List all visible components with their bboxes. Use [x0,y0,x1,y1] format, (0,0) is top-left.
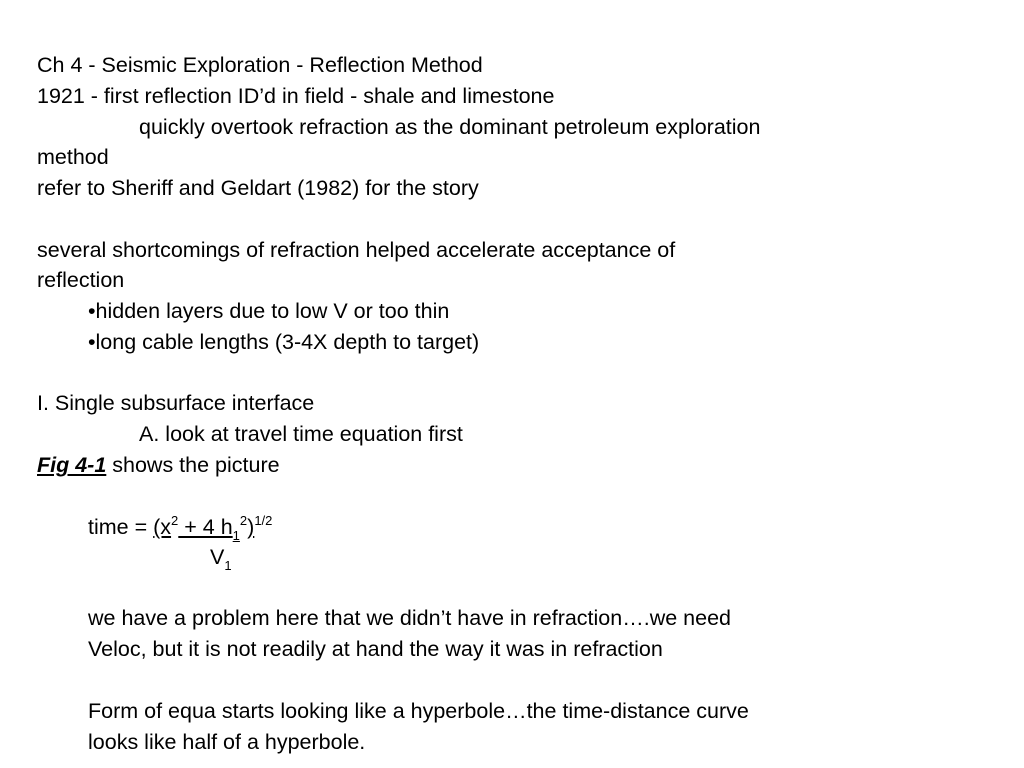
history-line-1: 1921 - first reflection ID’d in field - shale and limestone [37,84,555,108]
slide-title: Ch 4 - Seismic Exploration - Reflection Method [37,53,483,77]
history-line-3: method [37,145,109,169]
history-line-2: quickly overtook refraction as the dominant petroleum exploration [139,115,761,139]
equation-open: (x [153,515,172,539]
equation-exp-outer: 1/2 [254,513,273,528]
equation-sub-h: 1 [232,528,240,543]
equation-lead: time = [88,515,154,539]
bullet-item: •long cable lengths (3-4X depth to target) [88,330,480,354]
shortcomings-line-2: reflection [37,268,125,292]
problem-line-2: Veloc, but it is not readily at hand the way it was in refraction [88,637,663,661]
problem-line-1: we have a problem here that we didn’t have in refraction….we need [88,606,731,630]
equation-denom: V [210,545,225,569]
equation-numerator [88,514,272,543]
equation-plus: + 4 h [178,515,233,539]
figure-reference-line [37,452,280,478]
section-heading: I. Single subsurface interface [37,391,315,415]
figure-reference-label: Fig 4-1 [37,453,107,477]
figure-reference-text: shows the picture [106,453,280,477]
equation-exp-x: 2 [171,513,179,528]
equation-denom-sub: 1 [224,558,232,573]
history-line-4: refer to Sheriff and Geldart (1982) for the story [37,176,479,200]
form-line-1: Form of equa starts looking like a hyperbole…the time-distance curve [88,699,749,723]
equation-exp-h: 2 [239,513,248,528]
shortcomings-line-1: several shortcomings of refraction helped accelerate acceptance of [37,238,676,262]
form-line-2: looks like half of a hyperbole. [88,730,366,754]
section-subheading: A. look at travel time equation first [139,422,463,446]
equation-close: ) [247,515,255,539]
bullet-item: •hidden layers due to low V or too thin [88,299,450,323]
equation-denominator [210,544,232,573]
